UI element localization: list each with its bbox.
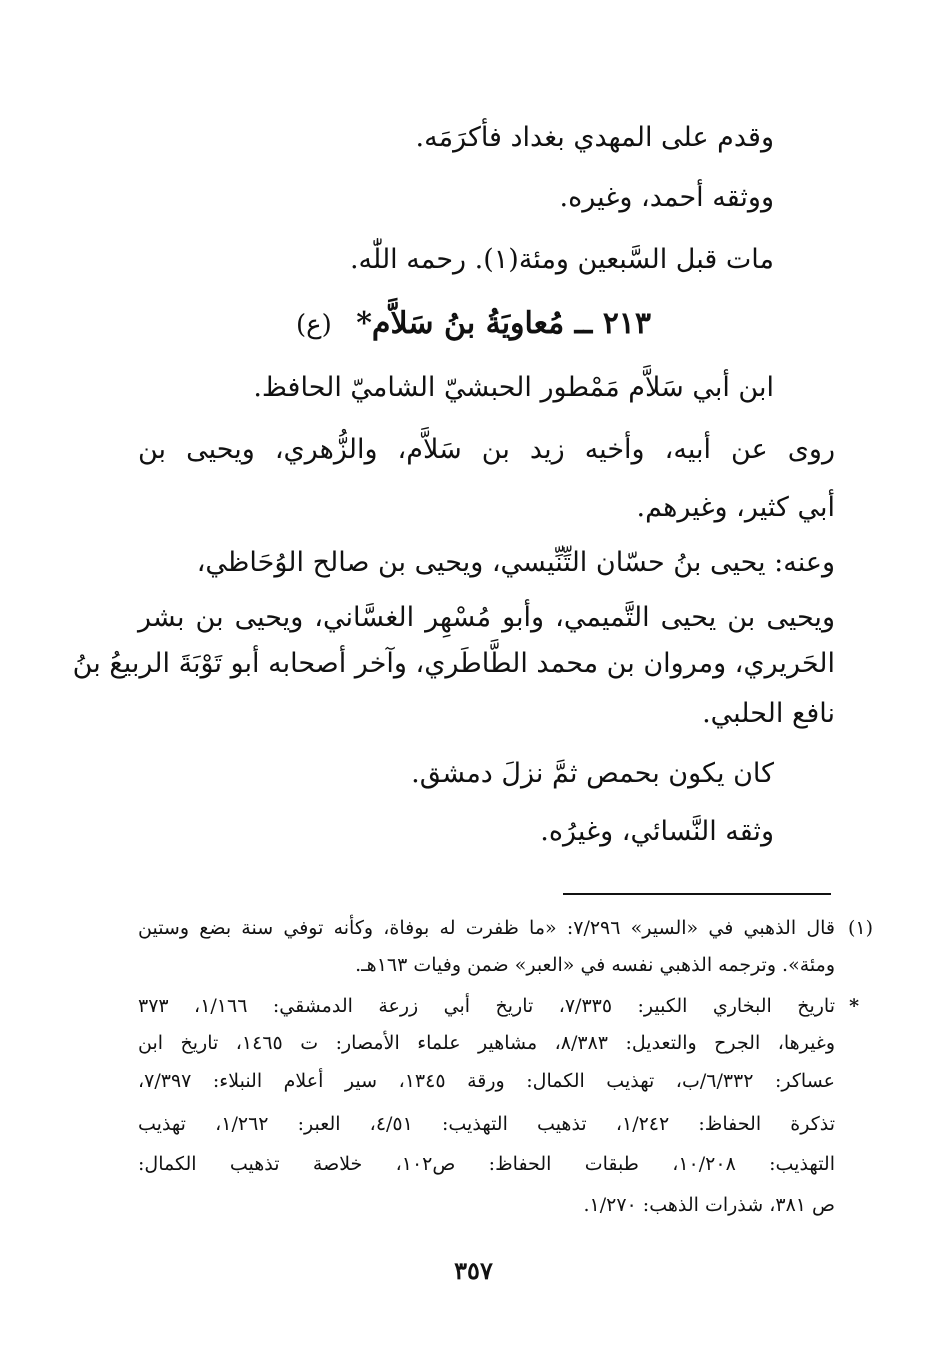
footnote-line: ومئة». وترجمه الذهبي نفسه في «العبر» ضمن وفيات ١٦٣هـ. [355,954,835,976]
footnote-line: قال الذهبي في «السير» ٧/٢٩٦: «ما ظفرت له بوفاة، وكأنه توفي سنة بضع وستين [138,917,835,939]
entry-title: ٢١٣ ــ مُعاويَةُ بنُ سَلاَّم* [356,306,652,341]
footnote-line: تذكرة الحفاظ: ١/٢٤٢، تذهيب التهذيب: ٤/٥١، العبر: ١/٢٦٢، تهذيب [138,1113,835,1135]
footnote-marker: * [849,995,859,1017]
footnote-separator [563,893,831,895]
text-line: روى عن أبيه، وأخيه زيد بن سَلاَّم، والزُّهري، ويحيى بن [138,434,835,465]
text-line: ويحيى بن يحيى التَّميمي، وأبو مُسْهِر الغسَّاني، ويحيى بن بشر [138,602,835,633]
entry-code: (ع) [295,310,332,340]
text-line: ووثقه أحمد، وغيره. [559,182,774,213]
footnote-line: وغيرها، الجرح والتعديل: ٨/٣٨٣، مشاهير علماء الأمصار: ت ١٤٦٥، تاريخ ابن [138,1032,835,1054]
footnote-marker: (١) [847,917,873,939]
text-line: ابن أبي سَلاَّم مَمْطور الحبشيّ الشاميّ الحافظ. [253,372,774,403]
text-line: نافع الحلبي. [702,698,835,729]
text-line: وقدم على المهدي بغداد فأكرَمَه. [415,122,774,153]
text-line: كان يكون بحمص ثمَّ نزلَ دمشق. [411,758,774,789]
footnote-line: تاريخ البخاري الكبير: ٧/٣٣٥، تاريخ أبي زرعة الدمشقي: ١/١٦٦، ٣٧٣ [138,995,835,1017]
text-line: وعنه: يحيى بنُ حسّان التِّنِّيسي، ويحيى بن صالح الوُحَاظي، [196,547,835,578]
text-line: أبي كثير، وغيرهم. [636,492,835,523]
entry-heading [0,302,947,346]
text-line: وثقه النَّسائي، وغيرُه. [540,816,774,847]
text-line: الحَريري، ومروان بن محمد الطَّاطَري، وآخر أصحابه أبو تَوْبَةَ الربيعُ بنُ [72,648,835,679]
footnote-line: عساكر: ٦/٣٣٢/ب، تهذيب الكمال: ورقة ١٣٤٥، سير أعلام النبلاء: ٧/٣٩٧، [138,1070,836,1092]
page-number: ٣٥٧ [454,1256,493,1285]
footnote-line: ص ٣٨١، شذرات الذهب: ١/٢٧٠. [583,1194,835,1216]
text-line: مات قبل السَّبعين ومئة(١). رحمه اللّٰه. [349,244,774,275]
footnote-line: التهذيب: ١٠/٢٠٨، طبقات الحفاظ: ص١٠٢، خلاصة تذهيب الكمال: [138,1153,835,1175]
